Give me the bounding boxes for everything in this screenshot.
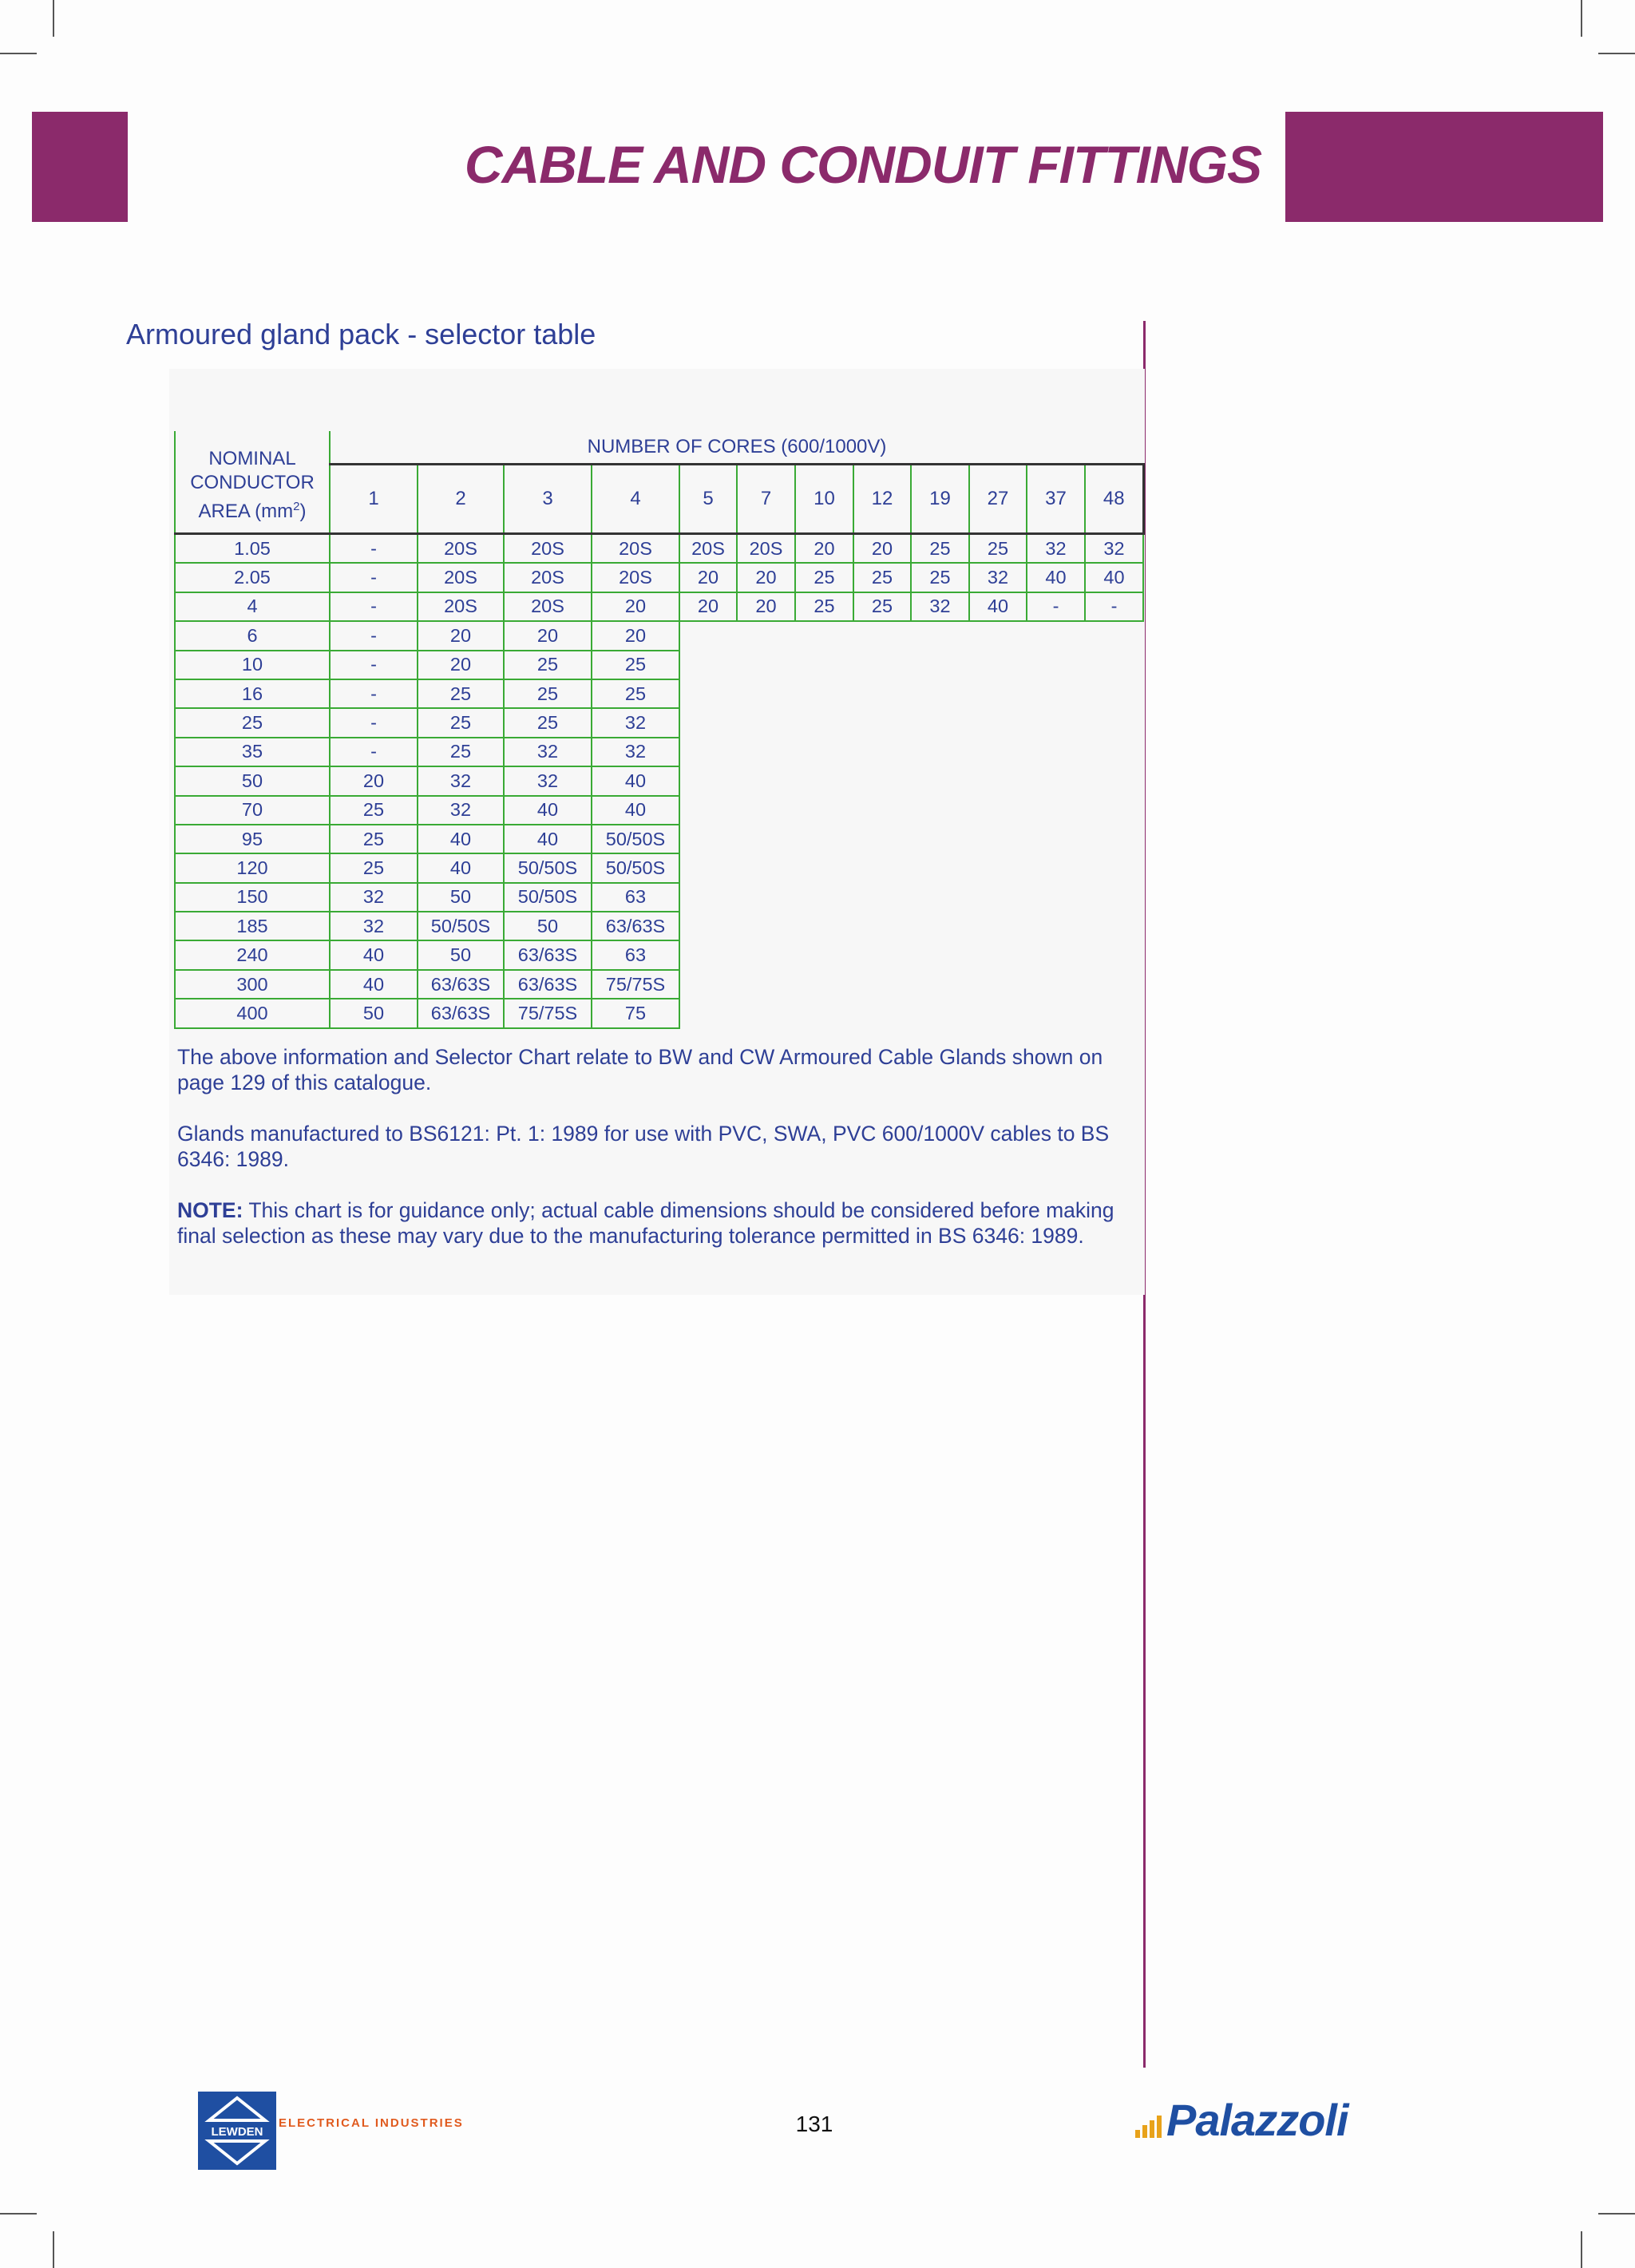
gland-size-cell: 25 bbox=[504, 651, 592, 679]
lewden-logo bbox=[198, 2092, 276, 2170]
table-row bbox=[175, 651, 1143, 679]
lewden-logo-mark bbox=[198, 2092, 276, 2170]
gland-size-cell: 25 bbox=[418, 738, 504, 766]
gland-size-cell: 40 bbox=[592, 766, 679, 795]
table-row bbox=[175, 679, 1143, 708]
gland-size-cell: 25 bbox=[911, 563, 969, 592]
empty-cell bbox=[679, 621, 1143, 650]
gland-size-cell: 20S bbox=[418, 534, 504, 564]
svg-text:LEWDEN: LEWDEN bbox=[211, 2125, 263, 2139]
conductor-area-cell: 185 bbox=[175, 912, 330, 940]
gland-size-cell: 20 bbox=[737, 563, 795, 592]
gland-size-cell: - bbox=[1027, 592, 1085, 621]
crop-mark bbox=[0, 2213, 37, 2215]
gland-size-cell: 20S bbox=[418, 592, 504, 621]
gland-size-cell: 25 bbox=[969, 534, 1027, 564]
gland-size-cell: - bbox=[330, 651, 418, 679]
crop-mark bbox=[1598, 53, 1635, 54]
gland-size-cell: 20S bbox=[592, 534, 679, 564]
gland-size-cell: 25 bbox=[592, 651, 679, 679]
gland-size-cell: 25 bbox=[795, 592, 853, 621]
conductor-area-cell: 95 bbox=[175, 825, 330, 853]
table-row bbox=[175, 592, 1143, 621]
table-row bbox=[175, 940, 1143, 969]
gland-size-cell: 40 bbox=[418, 853, 504, 882]
gland-size-cell: 50/50S bbox=[504, 853, 592, 882]
gland-size-cell: 20 bbox=[592, 621, 679, 650]
empty-cell bbox=[679, 766, 1143, 795]
core-count-header: 1 bbox=[330, 465, 418, 534]
table-row bbox=[175, 708, 1143, 737]
gland-size-cell: 63 bbox=[592, 883, 679, 912]
gland-size-cell: 25 bbox=[504, 708, 592, 737]
table-row bbox=[175, 738, 1143, 766]
table-row bbox=[175, 796, 1143, 825]
gland-size-cell: 63/63S bbox=[592, 912, 679, 940]
core-count-header: 4 bbox=[592, 465, 679, 534]
conductor-area-cell: 120 bbox=[175, 853, 330, 882]
nominal-area-header: NOMINAL CONDUCTOR AREA $(mm^2)$ bbox=[175, 431, 330, 534]
crop-mark bbox=[1598, 2213, 1635, 2215]
table-row bbox=[175, 883, 1143, 912]
empty-cell bbox=[679, 940, 1143, 969]
crop-mark bbox=[1581, 2231, 1582, 2268]
gland-size-cell: 20 bbox=[504, 621, 592, 650]
gland-size-cell: 32 bbox=[418, 766, 504, 795]
core-count-header: 7 bbox=[737, 465, 795, 534]
gland-size-cell: 20S bbox=[737, 534, 795, 564]
gland-size-cell: 20 bbox=[679, 563, 737, 592]
info-paragraph: The above information and Selector Chart relate to BW and CW Armoured Cable Glands shown on page 129 of this catalogue. bbox=[177, 1045, 1103, 1094]
gland-size-cell: 63/63S bbox=[418, 999, 504, 1027]
gland-size-cell: 40 bbox=[504, 796, 592, 825]
gland-size-cell: 25 bbox=[911, 534, 969, 564]
empty-cell bbox=[679, 679, 1143, 708]
gland-size-cell: - bbox=[330, 563, 418, 592]
gland-size-cell: 40 bbox=[1085, 563, 1143, 592]
conductor-area-cell: 150 bbox=[175, 883, 330, 912]
conductor-area-cell: 6 bbox=[175, 621, 330, 650]
gland-size-cell: 50 bbox=[330, 999, 418, 1027]
gland-size-cell: 20S bbox=[504, 592, 592, 621]
conductor-area-cell: 70 bbox=[175, 796, 330, 825]
gland-size-cell: 32 bbox=[504, 738, 592, 766]
gland-size-cell: 20 bbox=[737, 592, 795, 621]
palazzoli-bars-icon bbox=[1135, 2116, 1162, 2138]
gland-size-cell: 25 bbox=[853, 563, 911, 592]
gland-size-cell: 20S bbox=[504, 534, 592, 564]
conductor-area-cell: 35 bbox=[175, 738, 330, 766]
conductor-area-cell: 1.05 bbox=[175, 534, 330, 564]
gland-size-cell: 50/50S bbox=[418, 912, 504, 940]
gland-size-cell: 32 bbox=[330, 912, 418, 940]
empty-cell bbox=[679, 708, 1143, 737]
gland-size-cell: - bbox=[1085, 592, 1143, 621]
conductor-area-cell: 2.05 bbox=[175, 563, 330, 592]
table-row bbox=[175, 825, 1143, 853]
gland-size-cell: 63 bbox=[592, 940, 679, 969]
gland-size-cell: 50 bbox=[504, 912, 592, 940]
gland-size-cell: - bbox=[330, 738, 418, 766]
note-text: This chart is for guidance only; actual cable dimensions should be considered before making final selection as these may vary due to the manufacturing tolerance permitted in BS 6346: 1989. bbox=[177, 1198, 1114, 1248]
empty-cell bbox=[679, 738, 1143, 766]
gland-size-cell: 25 bbox=[592, 679, 679, 708]
gland-size-cell: 63/63S bbox=[504, 940, 592, 969]
gland-size-cell: 75/75S bbox=[504, 999, 592, 1027]
gland-size-cell: 32 bbox=[592, 708, 679, 737]
table-row bbox=[175, 970, 1143, 999]
conductor-area-cell: 240 bbox=[175, 940, 330, 969]
gland-size-cell: 25 bbox=[853, 592, 911, 621]
note-paragraph bbox=[177, 1197, 1143, 1249]
gland-size-cell: - bbox=[330, 621, 418, 650]
gland-size-cell: 25 bbox=[330, 825, 418, 853]
gland-size-cell: 20S bbox=[418, 563, 504, 592]
gland-size-cell: 20S bbox=[679, 534, 737, 564]
core-count-header: 37 bbox=[1027, 465, 1085, 534]
gland-size-cell: 20S bbox=[592, 563, 679, 592]
cores-group-header: NUMBER OF CORES (600/1000V) bbox=[330, 431, 1143, 465]
table-row bbox=[175, 853, 1143, 882]
page-number: 131 bbox=[795, 2112, 833, 2136]
empty-cell bbox=[679, 912, 1143, 940]
gland-size-cell: - bbox=[330, 592, 418, 621]
gland-size-cell: 25 bbox=[504, 679, 592, 708]
gland-size-cell: 25 bbox=[418, 679, 504, 708]
gland-size-cell: 50 bbox=[418, 883, 504, 912]
gland-size-cell: - bbox=[330, 534, 418, 564]
crop-mark bbox=[0, 53, 37, 54]
gland-size-cell: 40 bbox=[969, 592, 1027, 621]
table-row bbox=[175, 563, 1143, 592]
core-count-header: 48 bbox=[1085, 465, 1143, 534]
gland-size-cell: - bbox=[330, 708, 418, 737]
empty-cell bbox=[679, 999, 1143, 1027]
gland-size-cell: 40 bbox=[592, 796, 679, 825]
gland-size-cell: 25 bbox=[330, 853, 418, 882]
crop-mark bbox=[1581, 0, 1582, 37]
table-row bbox=[175, 534, 1143, 564]
core-count-header: 10 bbox=[795, 465, 853, 534]
empty-cell bbox=[679, 651, 1143, 679]
conductor-area-cell: 10 bbox=[175, 651, 330, 679]
gland-size-cell: 20 bbox=[418, 621, 504, 650]
conductor-area-cell: 25 bbox=[175, 708, 330, 737]
header-band-left bbox=[32, 112, 128, 222]
conductor-area-cell: 16 bbox=[175, 679, 330, 708]
conductor-area-cell: 4 bbox=[175, 592, 330, 621]
gland-size-cell: 20 bbox=[330, 766, 418, 795]
empty-cell bbox=[679, 825, 1143, 853]
table-body bbox=[175, 534, 1143, 1028]
gland-size-cell: 20 bbox=[592, 592, 679, 621]
core-count-header: 5 bbox=[679, 465, 737, 534]
gland-size-cell: 20 bbox=[853, 534, 911, 564]
core-count-header: 27 bbox=[969, 465, 1027, 534]
core-count-header: 12 bbox=[853, 465, 911, 534]
gland-size-cell: 40 bbox=[330, 970, 418, 999]
gland-size-cell: 32 bbox=[1085, 534, 1143, 564]
gland-size-cell: 20 bbox=[795, 534, 853, 564]
empty-cell bbox=[679, 970, 1143, 999]
core-count-header: 3 bbox=[504, 465, 592, 534]
selector-table bbox=[174, 431, 1145, 1029]
gland-size-cell: 40 bbox=[418, 825, 504, 853]
note-label: NOTE: bbox=[177, 1198, 243, 1222]
gland-size-cell: 25 bbox=[418, 708, 504, 737]
conductor-area-cell: 400 bbox=[175, 999, 330, 1027]
gland-size-cell: 32 bbox=[1027, 534, 1085, 564]
gland-size-cell: 32 bbox=[969, 563, 1027, 592]
table-row bbox=[175, 621, 1143, 650]
section-title: Armoured gland pack - selector table bbox=[126, 318, 596, 350]
crop-mark bbox=[53, 0, 54, 37]
gland-size-cell: 20 bbox=[418, 651, 504, 679]
gland-size-cell: 20S bbox=[504, 563, 592, 592]
gland-size-cell: 50/50S bbox=[592, 825, 679, 853]
empty-cell bbox=[679, 853, 1143, 882]
gland-size-cell: 40 bbox=[330, 940, 418, 969]
gland-size-cell: 50/50S bbox=[592, 853, 679, 882]
gland-size-cell: 32 bbox=[418, 796, 504, 825]
gland-size-cell: 32 bbox=[504, 766, 592, 795]
conductor-area-cell: 300 bbox=[175, 970, 330, 999]
gland-size-cell: 32 bbox=[911, 592, 969, 621]
empty-cell bbox=[679, 796, 1143, 825]
gland-size-cell: 40 bbox=[1027, 563, 1085, 592]
table-row bbox=[175, 912, 1143, 940]
gland-size-cell: 32 bbox=[330, 883, 418, 912]
crop-mark bbox=[53, 2231, 54, 2268]
gland-size-cell: 75 bbox=[592, 999, 679, 1027]
table-row bbox=[175, 766, 1143, 795]
gland-size-cell: 63/63S bbox=[504, 970, 592, 999]
standards-paragraph: Glands manufactured to BS6121: Pt. 1: 1989 for use with PVC, SWA, PVC 600/1000V cables to BS 6346: 1989. bbox=[177, 1122, 1110, 1171]
core-count-header: 19 bbox=[911, 465, 969, 534]
gland-size-cell: - bbox=[330, 679, 418, 708]
gland-size-cell: 50/50S bbox=[504, 883, 592, 912]
gland-size-cell: 25 bbox=[330, 796, 418, 825]
lewden-tagline: ELECTRICAL INDUSTRIES bbox=[279, 2116, 464, 2130]
conductor-area-cell: 50 bbox=[175, 766, 330, 795]
palazzoli-wordmark: Palazzoli bbox=[1166, 2095, 1348, 2145]
page-title: CABLE AND CONDUIT FITTINGS bbox=[464, 135, 1261, 194]
gland-size-cell: 50 bbox=[418, 940, 504, 969]
header-band-right bbox=[1285, 112, 1603, 222]
gland-size-cell: 40 bbox=[504, 825, 592, 853]
gland-size-cell: 25 bbox=[795, 563, 853, 592]
table-row bbox=[175, 999, 1143, 1027]
empty-cell bbox=[679, 883, 1143, 912]
gland-size-cell: 20 bbox=[679, 592, 737, 621]
gland-size-cell: 75/75S bbox=[592, 970, 679, 999]
gland-size-cell: 63/63S bbox=[418, 970, 504, 999]
palazzoli-logo bbox=[1135, 2095, 1348, 2145]
gland-size-cell: 32 bbox=[592, 738, 679, 766]
core-count-header: 2 bbox=[418, 465, 504, 534]
